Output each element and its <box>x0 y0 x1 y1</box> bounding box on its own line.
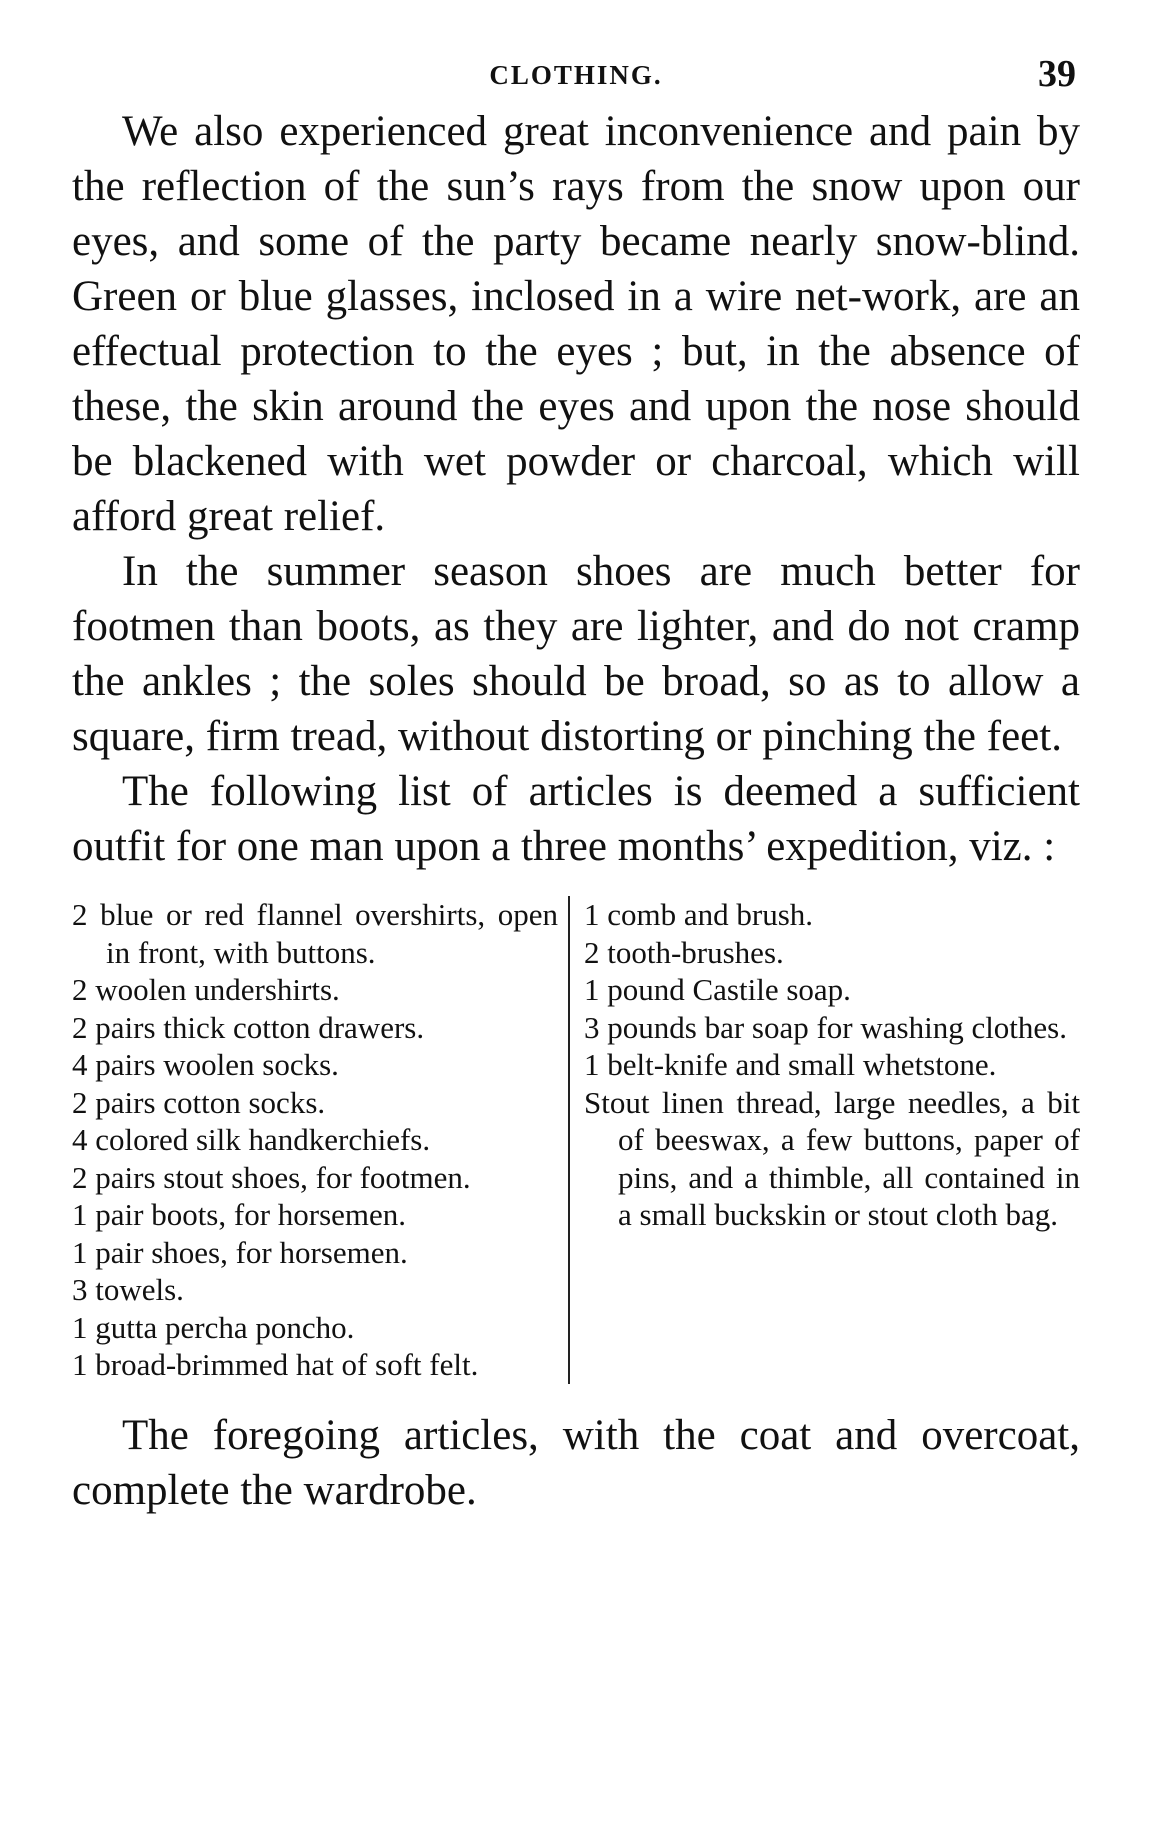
list-item: 1 pound Castile soap. <box>584 972 851 1007</box>
book-page <box>72 40 1080 1518</box>
list-item: 2 blue or red flannel overshirts, open in front, with buttons. <box>72 897 558 970</box>
paragraph-shoes: In the summer season shoes are much better for footmen than boots, as they are lighter, and do not cramp the ankles ; the soles should be broad, so as to allow a square, firm tread, without distorting or pinching the feet. <box>72 548 1080 760</box>
list-item: 2 pairs stout shoes, for footmen. <box>72 1159 471 1195</box>
list-item: 3 towels. <box>72 1272 184 1307</box>
list-item: 2 pairs cotton socks. <box>72 1084 326 1120</box>
list-item: 1 pair boots, for horsemen. <box>72 1197 407 1232</box>
list-item: 2 tooth-brushes. <box>584 934 784 970</box>
chapter-title: CLOTHING. <box>489 60 663 90</box>
list-item: 2 woolen undershirts. <box>72 972 340 1007</box>
list-item: Stout linen thread, large needles, a bit of beeswax, a few buttons, paper of pins, and a thimble, all contained in a small buckskin or stout cloth bag. <box>584 1084 1080 1232</box>
list-item: 1 comb and brush. <box>584 897 814 932</box>
outfit-list-right-column <box>570 896 1080 1384</box>
list-item: 4 colored silk handkerchiefs. <box>72 1122 431 1157</box>
list-item: 1 gutta percha poncho. <box>72 1309 355 1345</box>
outfit-list-left-column <box>72 896 570 1384</box>
list-item: 4 pairs woolen socks. <box>72 1047 339 1082</box>
list-item: 1 broad-brimmed hat of soft felt. <box>72 1347 479 1382</box>
page-number: 39 <box>1038 53 1076 95</box>
list-item: 1 belt-knife and small whetstone. <box>584 1047 997 1082</box>
paragraph-closing: The foregoing articles, with the coat and overcoat, complete the wardrobe. <box>72 1411 1080 1514</box>
running-head <box>72 40 1080 104</box>
paragraph-outfit-intro: The following list of articles is deemed a sufficient outfit for one man upon a three months’ expedition, viz. : <box>72 768 1080 870</box>
list-item: 3 pounds bar soap for washing clothes. <box>584 1009 1067 1045</box>
list-item: 2 pairs thick cotton drawers. <box>72 1009 425 1045</box>
outfit-list <box>72 896 1080 1384</box>
paragraph-snow-blindness: We also experienced great inconvenience and pain by the reflection of the sun’s rays from the snow upon our eyes, and some of the party became nearly snow-blind. Green or blue glasses, inclosed in a wire net-work, are an effectual protection to the eyes ; but, in the absence of these, the skin around the eyes and upon the nose should be blackened with wet powder or charcoal, which will afford great relief. <box>72 108 1080 540</box>
list-item: 1 pair shoes, for horsemen. <box>72 1234 408 1270</box>
